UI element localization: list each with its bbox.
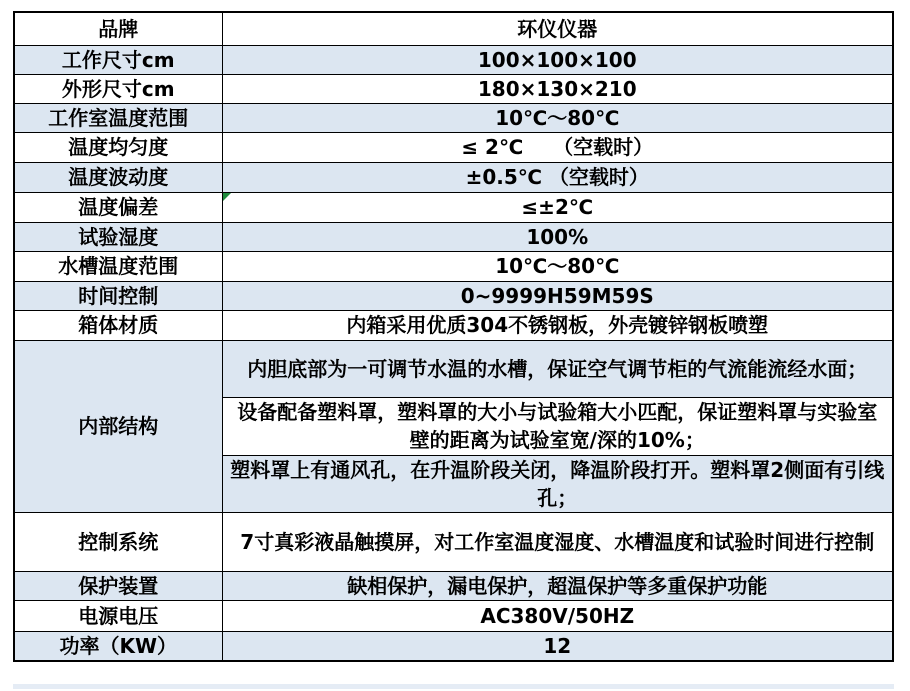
row-label: 水槽温度范围 [14,251,222,281]
row-value: 内箱采用优质304不锈钢板，外壳镀锌钢板喷塑 [222,310,893,340]
row-value: 设备配备塑料罩，塑料罩的大小与试验箱大小匹配，保证塑料罩与实验室壁的距离为试验室宽/深的10%； [222,397,893,455]
row-value: 7寸真彩液晶触摸屏，对工作室温度湿度、水槽温度和试验时间进行控制 [222,512,893,571]
table-row [14,132,893,162]
table-row [14,12,893,45]
table-row [14,103,893,132]
row-value: 塑料罩上有通风孔，在升温阶段关闭，降温阶段打开。塑料罩2侧面有引线孔； [222,455,893,512]
row-value: 180×130×210 [222,74,893,103]
row-label: 品牌 [14,12,222,45]
row-label: 电源电压 [14,600,222,631]
row-label: 工作尺寸cm [14,45,222,74]
table-row [14,251,893,281]
table-row [14,340,893,397]
table-row [14,631,893,661]
spec-table [13,11,894,662]
row-value-text: ≤±2℃ [521,195,594,219]
row-label: 温度均匀度 [14,132,222,162]
table-row [14,192,893,222]
row-label: 保护装置 [14,571,222,600]
table-row [14,281,893,310]
row-value: ≤ 2℃ （空载时） [222,132,893,162]
row-label: 箱体材质 [14,310,222,340]
row-value: AC380V/50HZ [222,600,893,631]
row-value: ±0.5℃ （空载时） [222,162,893,192]
row-value: 缺相保护，漏电保护，超温保护等多重保护功能 [222,571,893,600]
row-value: 12 [222,631,893,661]
row-value: 0~9999H59M59S [222,281,893,310]
row-value: 环仪仪器 [222,12,893,45]
row-value: 内胆底部为一可调节水温的水槽，保证空气调节柜的气流能流经水面； [222,340,893,397]
table-row [14,310,893,340]
table-row [14,222,893,251]
row-value: 100% [222,222,893,251]
row-label: 外形尺寸cm [14,74,222,103]
row-label: 功率（KW） [14,631,222,661]
row-value: 10℃～80℃ [222,251,893,281]
row-label-internal-structure: 内部结构 [14,340,222,512]
table-row [14,45,893,74]
table-row [14,162,893,192]
table-row [14,571,893,600]
row-label: 工作室温度范围 [14,103,222,132]
row-value [222,192,893,222]
row-label: 试验湿度 [14,222,222,251]
row-label: 时间控制 [14,281,222,310]
table-row [14,74,893,103]
spec-table-container [13,11,894,662]
clipped-row-edge [13,684,894,689]
table-row [14,600,893,631]
cell-flag-triangle-icon [223,193,231,201]
row-label: 控制系统 [14,512,222,571]
row-label: 温度偏差 [14,192,222,222]
table-row [14,512,893,571]
row-label: 温度波动度 [14,162,222,192]
row-value: 100×100×100 [222,45,893,74]
row-value: 10℃～80℃ [222,103,893,132]
